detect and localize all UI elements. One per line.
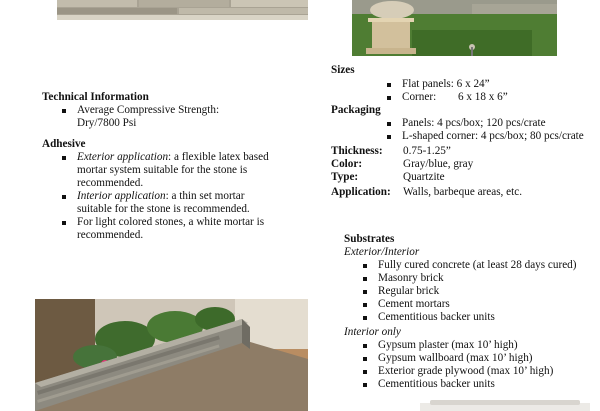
adhesive-heading: Adhesive: [42, 138, 86, 150]
application-label: Application:: [331, 186, 391, 198]
garden-urn-photo: [352, 0, 557, 56]
type-label: Type:: [331, 171, 359, 183]
type-row: [331, 171, 445, 184]
interior-application-label: Interior application: [77, 190, 166, 202]
list-item: [56, 190, 301, 216]
interior-application-text: : a thin set mortar: [165, 190, 245, 202]
color-value: Gray/blue, gray: [403, 158, 474, 170]
bottom-right-graphic: [420, 400, 590, 411]
list-item: Regular brick: [357, 285, 577, 298]
thickness-label: Thickness:: [331, 145, 383, 157]
exterior-interior-heading: Exterior/Interior: [344, 246, 420, 258]
sizes-list: [381, 78, 508, 104]
planter-graphic: [35, 299, 308, 411]
list-item: Panels: 4 pcs/box; 120 pcs/crate: [381, 117, 584, 130]
exterior-application-label: Exterior application: [77, 151, 169, 163]
list-item: Cement mortars: [357, 298, 577, 311]
stone-planter-photo: [35, 299, 308, 411]
garden-graphic: [352, 0, 557, 56]
application-row: [331, 186, 522, 199]
compressive-strength-label: Average Compressive Strength:: [77, 104, 220, 116]
list-item: Flat panels: 6 x 24”: [381, 78, 508, 91]
thickness-value: 0.75-1.25”: [403, 145, 451, 157]
list-item: L-shaped corner: 4 pcs/box; 80 pcs/crate: [381, 130, 584, 143]
list-item: [56, 216, 301, 242]
list-item: Cementitious backer units: [357, 378, 553, 391]
stone-wall-photo-top: [57, 0, 308, 20]
type-value: Quartzite: [403, 171, 445, 183]
technical-info-list: [56, 104, 219, 130]
exterior-application-text-2: mortar system suitable for the stone is: [77, 164, 248, 176]
adhesive-list: [56, 151, 301, 242]
exterior-substrates-list: [357, 259, 577, 324]
list-item: Exterior grade plywood (max 10’ high): [357, 365, 553, 378]
sizes-heading: Sizes: [331, 64, 355, 76]
list-item: Masonry brick: [357, 272, 577, 285]
corner-label: Corner:: [402, 91, 437, 103]
exterior-application-text-3: recommended.: [77, 177, 144, 189]
technical-info-heading: Technical Information: [42, 91, 149, 103]
corner-value: 6 x 18 x 6”: [458, 91, 508, 103]
light-stone-text-2: recommended.: [77, 229, 144, 241]
list-item: Gypsum wallboard (max 10’ high): [357, 352, 553, 365]
exterior-application-text: : a flexible latex based: [168, 151, 269, 163]
interior-substrates-list: [357, 339, 553, 391]
list-item: [56, 104, 219, 130]
packaging-list: [381, 117, 584, 143]
list-item: Fully cured concrete (at least 28 days cured): [357, 259, 577, 272]
light-stone-text: For light colored stones, a white mortar is: [77, 216, 265, 228]
substrates-heading: Substrates: [344, 233, 395, 245]
color-row: [331, 158, 473, 171]
bottom-right-photo: [420, 400, 590, 411]
compressive-strength-value: Dry/7800 Psi: [77, 117, 137, 129]
interior-only-heading: Interior only: [344, 326, 401, 338]
list-item: [56, 151, 301, 190]
application-value: Walls, barbeque areas, etc.: [403, 186, 522, 198]
list-item: Gypsum plaster (max 10’ high): [357, 339, 553, 352]
list-item: Cementitious backer units: [357, 311, 577, 324]
stone-wall-graphic: [57, 0, 308, 20]
packaging-heading: Packaging: [331, 104, 381, 116]
list-item: [381, 91, 508, 104]
color-label: Color:: [331, 158, 363, 170]
thickness-row: [331, 145, 451, 158]
interior-application-text-2: suitable for the stone is recommended.: [77, 203, 250, 215]
